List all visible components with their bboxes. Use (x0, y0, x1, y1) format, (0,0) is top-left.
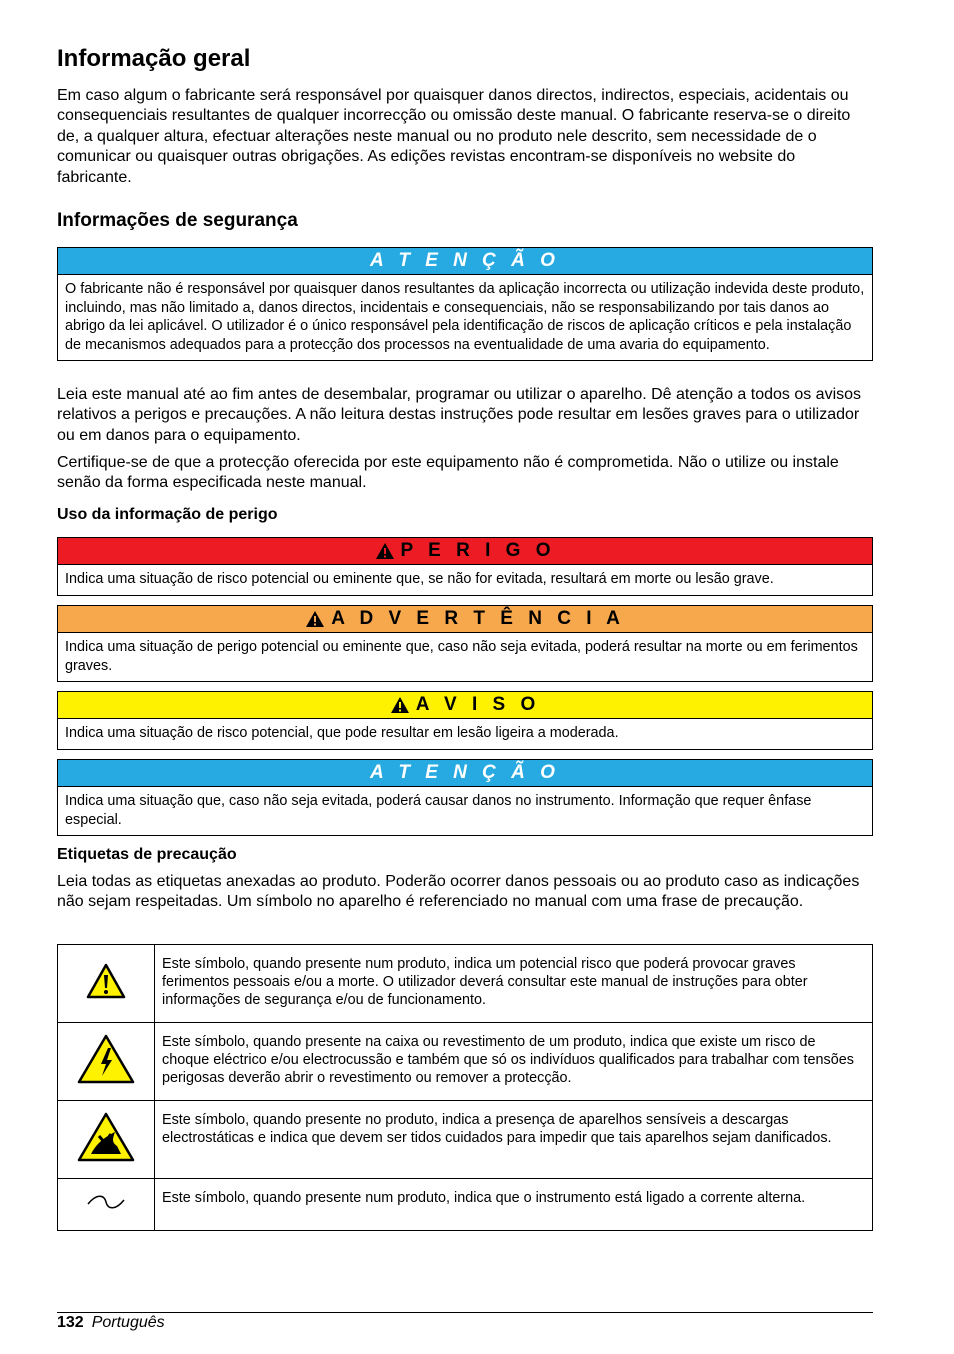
table-row (58, 1023, 873, 1101)
safety-heading: Informações de segurança (57, 210, 298, 231)
symbol-cell (58, 1101, 155, 1179)
warning-box (57, 605, 873, 682)
table-row (58, 1179, 873, 1231)
general-paragraph: Em caso algum o fabricante será responsável por quaisquer danos directos, indirectos, especiais, acidentais ou consequenciais resultantes de qualquer incorrecção ou omissão deste manual. O fabricante reserva-se o direito de, a qualquer altura, efectuar alterações neste manual ou no produto nele descrito, sem necessidade de o comunicar ou quaisquer outras obrigações. As edições revistas encontram-se disponíveis no website do fabricante. (57, 87, 851, 186)
esd-icon (77, 1112, 135, 1162)
electric-shock-icon (77, 1034, 135, 1084)
caution-text: Indica uma situação de risco potencial, que pode resultar em lesão ligeira a moderada. (65, 725, 619, 741)
danger-box (57, 537, 873, 596)
alternating-current-icon (86, 1194, 126, 1210)
symbol-description: Este símbolo, quando presente na caixa ou revestimento de um produto, indica que existe um risco de choque eléctrico e/ou electrocussão e também que só os indivíduos qualificados para trabalhar com tensões perigosas deverão abrir o revestimento ou remover a protecção. (155, 1023, 873, 1101)
safety-paragraph-2: Certifique-se de que a protecção oferecida por este equipamento não é comprometida. Não o utilize ou instale senão da forma especificada neste manual. (57, 454, 839, 492)
labels-heading: Etiquetas de precaução (57, 846, 237, 863)
notice-header: A T E N Ç Ã O (58, 248, 872, 275)
warning-triangle-icon (305, 610, 325, 628)
symbols-table (57, 944, 873, 1231)
notice-box-2 (57, 759, 873, 836)
notice-text-2: Indica uma situação que, caso não seja evitada, poderá causar danos no instrumento. Informação que requer ênfase especial. (65, 793, 812, 828)
danger-label: P E R I G O (400, 540, 556, 561)
symbol-description: Este símbolo, quando presente num produto, indica um potencial risco que poderá provocar graves ferimentos pessoais e/ou a morte. O utilizador deverá consultar este manual de instruções para obter informações de segurança e/ou de funcionamento. (155, 945, 873, 1023)
table-row (58, 945, 873, 1023)
danger-text: Indica uma situação de risco potencial ou eminente que, se não for evitada, resultará em morte ou lesão grave. (65, 571, 774, 587)
warning-triangle-icon (390, 696, 410, 714)
safety-paragraph-1: Leia este manual até ao fim antes de desembalar, programar ou utilizar o aparelho. Dê atenção a todos os avisos relativos a perigos e precauções. A não leitura destas instruções pode resultar em lesões graves para o utilizador ou em danos para o equipamento. (57, 386, 862, 444)
warning-text: Indica uma situação de perigo potencial ou eminente que, caso não seja evitada, poderá resultar na morte ou em ferimentos graves. (65, 639, 858, 674)
symbol-description: Este símbolo, quando presente num produto, indica que o instrumento está ligado a corrente alterna. (155, 1179, 873, 1231)
page-footer (57, 1313, 165, 1333)
footer-language: Português (91, 1314, 165, 1331)
notice-text: O fabricante não é responsável por quaisquer danos resultantes da aplicação incorrecta ou utilização indevida deste produto, incluindo, mas não limitado a, danos directos, incidentais e consequenciais, não se responsabilizando por tais danos ao abrigo da lei aplicável. O utilizador é o único responsável pela identificação de riscos de aplicação críticos e pela instalação de mecanismos adequados para a protecção dos processos na eventualidade de uma avaria do equipamento. (65, 281, 865, 353)
caution-header (58, 692, 872, 719)
labels-paragraph: Leia todas as etiquetas anexadas ao produto. Poderão ocorrer danos pessoais ou ao produto caso as indicações não sejam respeitadas. Um símbolo no aparelho é referenciado no manual com uma frase de precaução. (57, 873, 860, 911)
hazard-info-heading: Uso da informação de perigo (57, 506, 278, 523)
footer-divider (57, 1312, 873, 1313)
symbol-cell (58, 945, 155, 1023)
warning-label: A D V E R T Ê N C I A (331, 608, 625, 629)
page-number: 132 (57, 1314, 84, 1331)
symbol-cell (58, 1023, 155, 1101)
notice-header-2: A T E N Ç Ã O (58, 760, 872, 787)
warning-triangle-icon (375, 542, 395, 560)
warning-triangle-icon (86, 963, 126, 999)
caution-label: A V I S O (415, 694, 541, 715)
symbol-cell (58, 1179, 155, 1231)
notice-box (57, 247, 873, 361)
table-row (58, 1101, 873, 1179)
danger-header (58, 538, 872, 565)
symbol-description: Este símbolo, quando presente no produto, indica a presença de aparelhos sensíveis a descargas electrostáticas e indica que devem ser tidos cuidados para impedir que tais aparelhos sejam danificados. (155, 1101, 873, 1179)
warning-header (58, 606, 872, 633)
caution-box (57, 691, 873, 750)
page-title: Informação geral (57, 45, 251, 72)
